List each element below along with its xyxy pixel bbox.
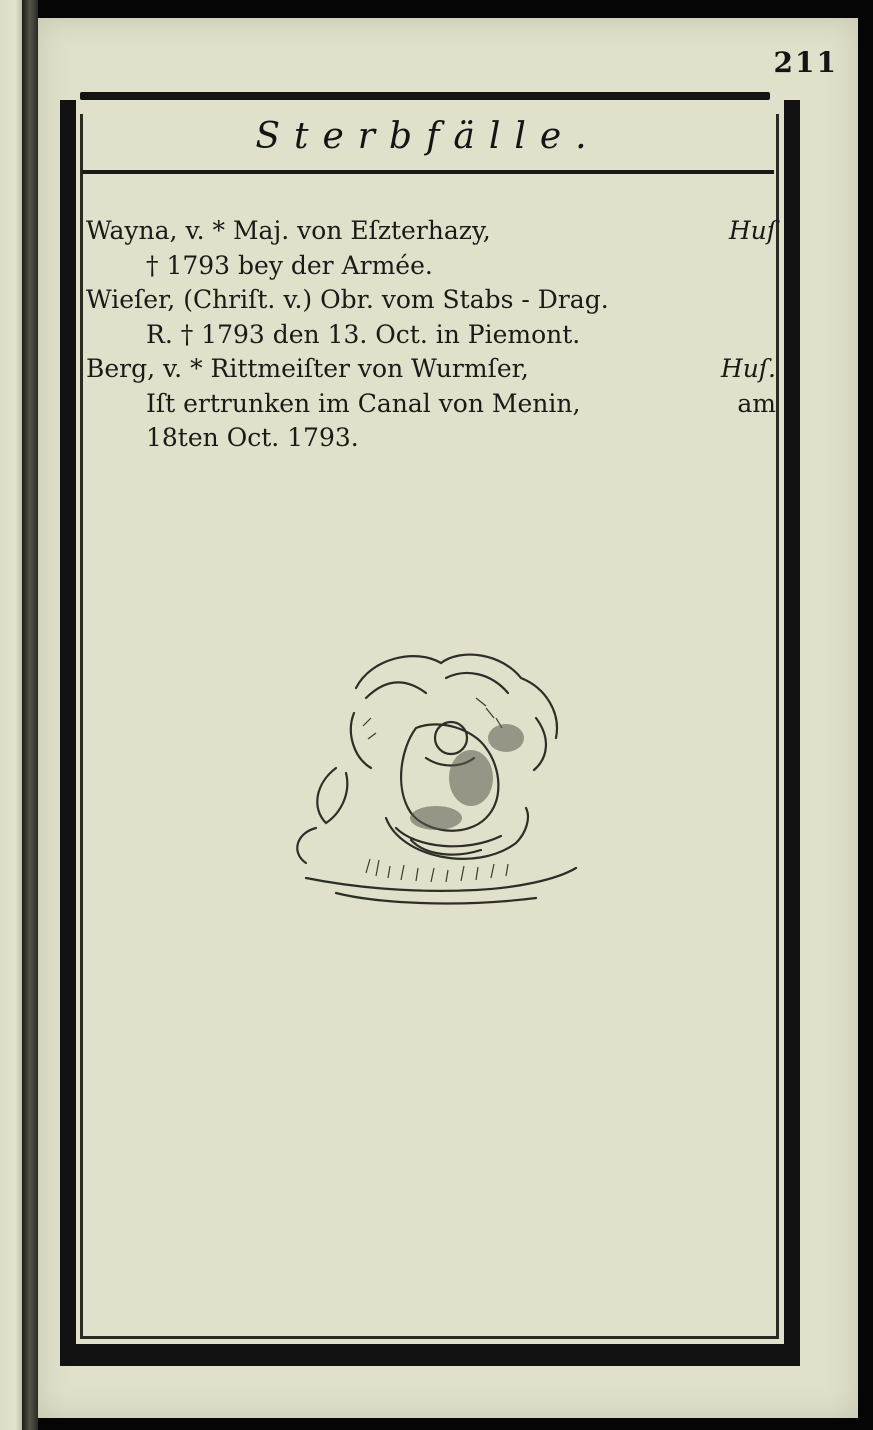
entry-text: Berg, v. * Rittmeiſter von Wurmſer,	[86, 354, 529, 383]
book-page	[38, 18, 858, 1418]
entry-berg	[86, 352, 776, 456]
entry-line	[86, 387, 776, 422]
entry-text: R. † 1793 den 13. Oct. in Piemont.	[146, 319, 581, 349]
regiment-type: Huſ	[728, 216, 776, 245]
book-gutter	[22, 0, 38, 1430]
entry-text: Wayna, v. * Maj. von Eſzterhazy,	[86, 216, 491, 245]
previous-page-edge	[0, 0, 22, 1430]
death-entries	[86, 214, 776, 456]
entry-line	[86, 318, 776, 353]
entry-line	[86, 421, 776, 456]
entry-wayna	[86, 214, 776, 283]
entry-line	[86, 214, 776, 249]
entry-text: am	[737, 388, 776, 418]
page-number: 211	[773, 46, 838, 79]
entry-text: † 1793 bey der Armée.	[146, 250, 433, 280]
entry-text: Iſt ertrunken im Canal von Menin,	[146, 388, 581, 418]
regiment-type: Huſ.	[720, 354, 776, 383]
frame-left-border	[60, 100, 76, 1365]
section-title: Sterbfälle.	[255, 116, 601, 157]
frame-right-border	[784, 100, 800, 1365]
entry-text: 18ten Oct. 1793.	[146, 423, 359, 452]
frame-inner-left-line	[80, 114, 83, 1339]
entry-wieser	[86, 283, 776, 352]
entry-line	[86, 249, 776, 284]
engraved-vignette	[276, 618, 596, 928]
entry-line	[86, 352, 776, 387]
frame-bottom-border	[60, 1344, 800, 1366]
entry-text: Wieſer, (Chriſt. v.) Obr. vom Stabs - Drag.	[86, 285, 609, 314]
entry-line	[86, 283, 776, 318]
title-rule	[82, 170, 774, 174]
header-rule	[80, 92, 770, 100]
frame-inner-bottom-line	[80, 1336, 779, 1339]
frame-inner-right-line	[776, 114, 779, 1339]
